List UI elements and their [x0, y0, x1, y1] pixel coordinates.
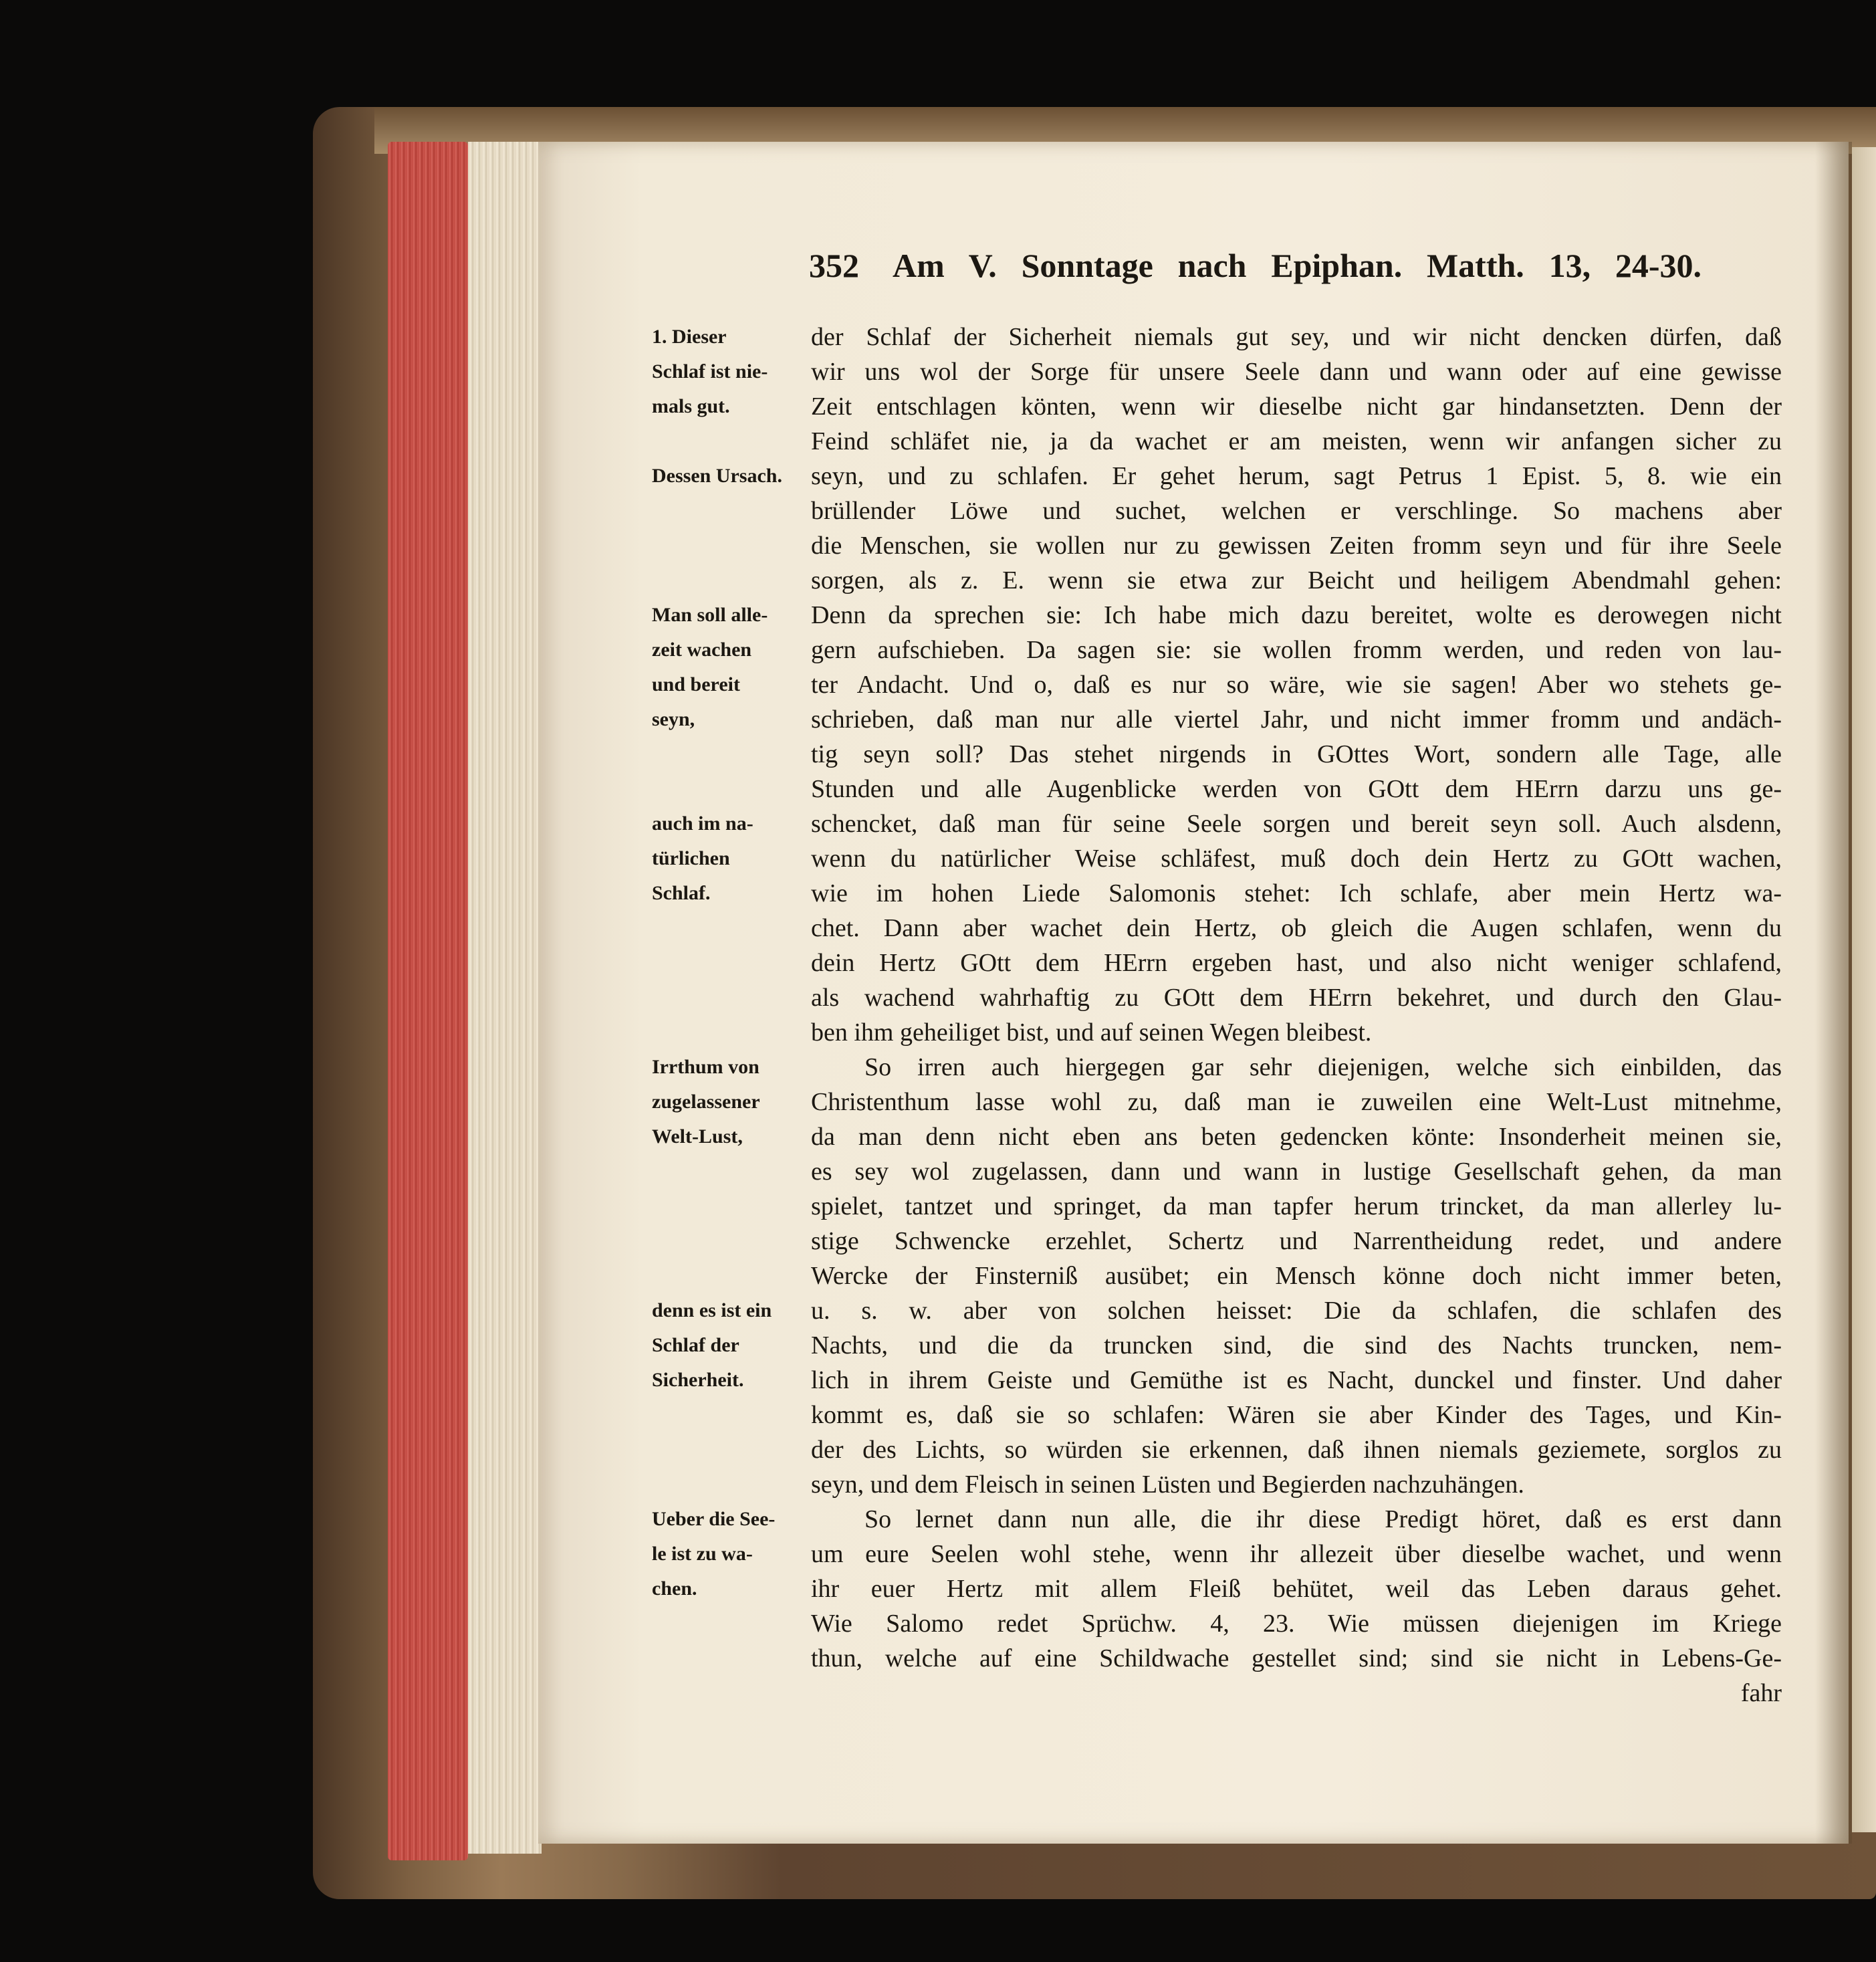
margin-note-line: denn es ist ein: [652, 1299, 772, 1321]
catchword: fahr: [1740, 1679, 1782, 1707]
margin-note-line: auch im na-: [652, 812, 753, 835]
margin-note: [652, 320, 812, 424]
margin-note-line: le ist zu wa-: [652, 1543, 753, 1565]
right-page-edge: [1852, 147, 1876, 1832]
text-line: seyn, und dem Fleisch in seinen Lüsten und Begierden nachzuhängen.: [811, 1470, 1524, 1499]
text-line: da man denn nicht eben ans beten gedencken könte: Insonderheit meinen sie,: [811, 1123, 1782, 1151]
text-line: Feind schläfet nie, ja da wachet er am meisten, wenn wir anfangen sicher zu: [811, 427, 1782, 455]
text-line: schencket, daß man für seine Seele sorgen und bereit seyn soll. Auch alsdenn,: [811, 810, 1782, 838]
text-line: stige Schwencke erzehlet, Schertz und Narrentheidung redet, und andere: [811, 1227, 1782, 1255]
text-line: Denn da sprechen sie: Ich habe mich dazu bereitet, wolte es derowegen nicht: [811, 601, 1782, 629]
text-line: wenn du natürlicher Weise schläfest, muß doch dein Hertz zu GOtt wachen,: [811, 845, 1782, 873]
text-line: ben ihm geheiliget bist, und auf seinen Wegen bleibest.: [811, 1018, 1372, 1047]
margin-note-line: Irrthum von: [652, 1056, 759, 1078]
body-text: [811, 320, 1782, 1711]
margin-note-line: Dessen Ursach.: [652, 465, 782, 487]
text-line: seyn, und zu schlafen. Er gehet herum, sagt Petrus 1 Epist. 5, 8. wie ein: [811, 462, 1782, 490]
text-line: um eure Seelen wohl stehe, wenn ihr allezeit über dieselbe wachet, und wenn: [811, 1540, 1782, 1568]
text-line: Nachts, und die da truncken sind, die sind des Nachts truncken, nem-: [811, 1331, 1782, 1359]
red-page-edges: [388, 142, 468, 1860]
margin-note: [652, 1050, 812, 1154]
margin-note: [652, 1502, 812, 1606]
text-line: die Menschen, sie wollen nur zu gewissen Zeiten fromm seyn und für ihre Seele: [811, 532, 1782, 560]
margin-note-line: Schlaf der: [652, 1334, 739, 1356]
text-line: Zeit entschlagen könten, wenn wir dieselbe nicht gar hindansetzten. Denn der: [811, 393, 1782, 421]
text-line: dein Hertz GOtt dem HErrn ergeben hast, und also nicht weniger schlafend,: [811, 949, 1782, 977]
margin-note-line: 1. Dieser: [652, 326, 727, 348]
page-stack: [468, 142, 542, 1854]
margin-note: [652, 1293, 812, 1398]
margin-note-line: zeit wachen: [652, 639, 752, 661]
text-line: wie im hohen Liede Salomonis stehet: Ich schlafe, aber mein Hertz wa-: [811, 879, 1782, 907]
margin-note-line: Welt-Lust,: [652, 1125, 743, 1148]
text-line: ter Andacht. Und o, daß es nur so wäre, wie sie sagen! Aber wo stehets ge-: [811, 671, 1782, 699]
text-line: brüllender Löwe und suchet, welchen er verschlinge. So machens aber: [811, 497, 1782, 525]
margin-note: [652, 598, 812, 737]
text-line: So lernet dann nun alle, die ihr diese Predigt höret, daß es erst dann: [864, 1505, 1782, 1533]
text-line: chet. Dann aber wachet dein Hertz, ob gleich die Augen schlafen, wenn du: [811, 914, 1782, 942]
text-line: So irren auch hiergegen gar sehr diejenigen, welche sich einbilden, das: [864, 1053, 1782, 1081]
text-line: wir uns wol der Sorge für unsere Seele dann und wann oder auf eine gewisse: [811, 358, 1782, 386]
margin-note-line: Schlaf ist nie-: [652, 360, 768, 383]
text-line: ihr euer Hertz mit allem Fleiß behütet, weil das Leben daraus gehet.: [811, 1575, 1782, 1603]
text-line: thun, welche auf eine Schildwache gestellet sind; sind sie nicht in Lebens-Ge-: [811, 1644, 1782, 1672]
text-line: der Schlaf der Sicherheit niemals gut sey, und wir nicht dencken dürfen, daß: [811, 323, 1782, 351]
text-line: als wachend wahrhaftig zu GOtt dem HErrn bekehret, und durch den Glau-: [811, 984, 1782, 1012]
text-line: lich in ihrem Geiste und Gemüthe ist es Nacht, dunckel und finster. Und daher: [811, 1366, 1782, 1394]
margin-note-line: chen.: [652, 1577, 697, 1600]
text-line: Wie Salomo redet Sprüchw. 4, 23. Wie müssen diejenigen im Kriege: [811, 1610, 1782, 1638]
book-gutter: [1815, 142, 1852, 1844]
margin-note: [652, 806, 812, 911]
text-line: es sey wol zugelassen, dann und wann in lustige Gesellschaft gehen, da man: [811, 1158, 1782, 1186]
page-number: 352: [809, 247, 859, 284]
margin-note-line: zugelassener: [652, 1091, 760, 1113]
text-line: kommt es, daß sie so schlafen: Wären sie aber Kinder des Tages, und Kin-: [811, 1401, 1782, 1429]
text-line: spielet, tantzet und springet, da man tapfer herum trincket, da man allerley lu-: [811, 1192, 1782, 1220]
margin-note-line: türlichen: [652, 847, 730, 869]
text-line: u. s. w. aber von solchen heisset: Die da schlafen, die schlafen des: [811, 1297, 1782, 1325]
text-line: sorgen, als z. E. wenn sie etwa zur Beicht und heiligem Abendmahl gehen:: [811, 566, 1782, 594]
margin-note-line: seyn,: [652, 708, 695, 730]
margin-note-line: Man soll alle-: [652, 604, 768, 626]
text-line: schrieben, daß man nur alle viertel Jahr, und nicht immer fromm und andäch-: [811, 705, 1782, 734]
text-line: Stunden und alle Augenblicke werden von GOtt dem HErrn darzu uns ge-: [811, 775, 1782, 803]
text-line: der des Lichts, so würden sie erkennen, daß ihnen niemals geziemete, sorglos zu: [811, 1436, 1782, 1464]
text-line: gern aufschieben. Da sagen sie: sie wollen fromm werden, und reden von lau-: [811, 636, 1782, 664]
running-head: Am V. Sonntage nach Epiphan. Matth. 13, 24-30.: [893, 247, 1702, 284]
text-line: tig seyn soll? Das stehet nirgends in GOttes Wort, sondern alle Tage, alle: [811, 740, 1782, 768]
margin-note-line: Schlaf.: [652, 882, 711, 904]
margin-note-line: mals gut.: [652, 395, 730, 417]
margin-note-line: Ueber die See-: [652, 1508, 776, 1530]
margin-note-line: und bereit: [652, 673, 740, 695]
margin-note-line: Sicherheit.: [652, 1369, 744, 1391]
text-line: Wercke der Finsterniß ausübet; ein Mensch könne doch nicht immer beten,: [811, 1262, 1782, 1290]
text-line: Christenthum lasse wohl zu, daß man ie zuweilen eine Welt-Lust mitnehme,: [811, 1088, 1782, 1116]
margin-note: [652, 459, 812, 494]
